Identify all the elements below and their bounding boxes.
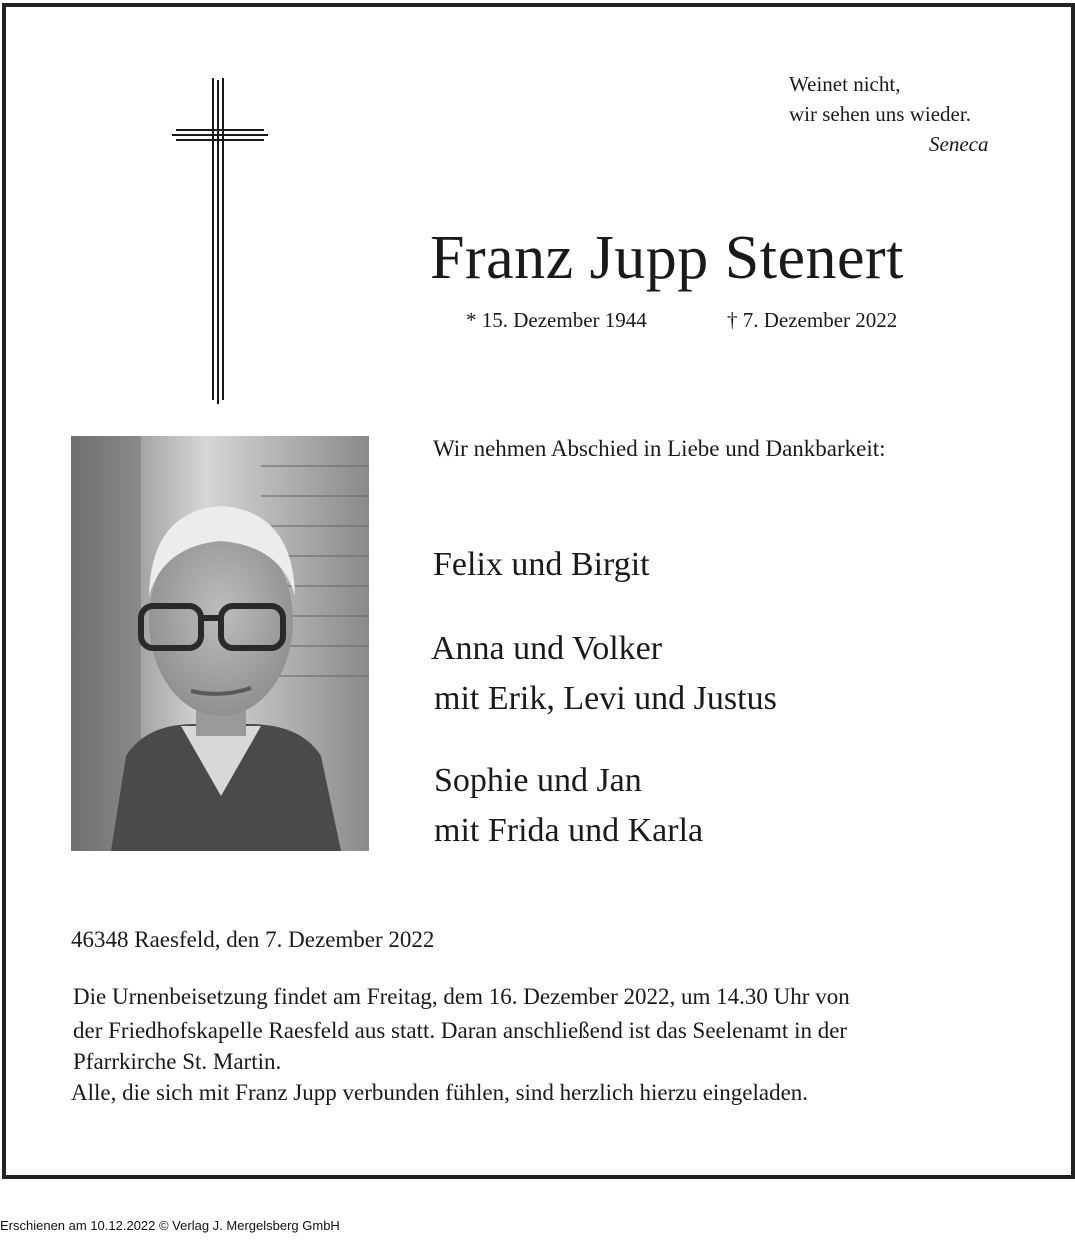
family-group-1 (433, 540, 650, 590)
farewell-text: Wir nehmen Abschied in Liebe und Dankbarkeit: (433, 436, 886, 461)
notice-line: der Friedhofskapelle Raesfeld aus statt. Daran anschließend ist das Seelenamt in der (73, 1018, 848, 1043)
birth-date: * 15. Dezember 1944 (466, 308, 647, 332)
portrait-photo (71, 436, 369, 851)
quote-line-2: wir sehen uns wieder. (789, 102, 971, 126)
cross-icon (172, 78, 268, 404)
quote-line-1: Weinet nicht, (789, 72, 901, 96)
family-line: mit Frida und Karla (434, 812, 704, 849)
notice-line: Alle, die sich mit Franz Jupp verbunden fühlen, sind herzlich hierzu eingeladen. (71, 1080, 809, 1105)
deceased-name: Franz Jupp Stenert (430, 224, 904, 292)
publication-footer: Erschienen am 10.12.2022 © Verlag J. Mergelsberg GmbH (0, 1218, 340, 1233)
family-group-2 (431, 624, 777, 724)
place-date: 46348 Raesfeld, den 7. Dezember 2022 (71, 927, 435, 952)
family-line: Anna und Volker (431, 630, 663, 667)
notice-line: Pfarrkirche St. Martin. (73, 1049, 282, 1074)
family-line: mit Erik, Levi und Justus (434, 680, 777, 717)
funeral-notice (71, 980, 1021, 1110)
family-group-3 (434, 756, 703, 856)
family-line: Sophie und Jan (434, 762, 642, 799)
family-line: Felix und Birgit (433, 546, 650, 583)
quote-author: Seneca (929, 132, 989, 156)
quote (789, 69, 971, 129)
notice-line: Die Urnenbeisetzung findet am Freitag, dem 16. Dezember 2022, um 14.30 Uhr von (73, 984, 850, 1009)
death-date: † 7. Dezember 2022 (727, 308, 898, 332)
